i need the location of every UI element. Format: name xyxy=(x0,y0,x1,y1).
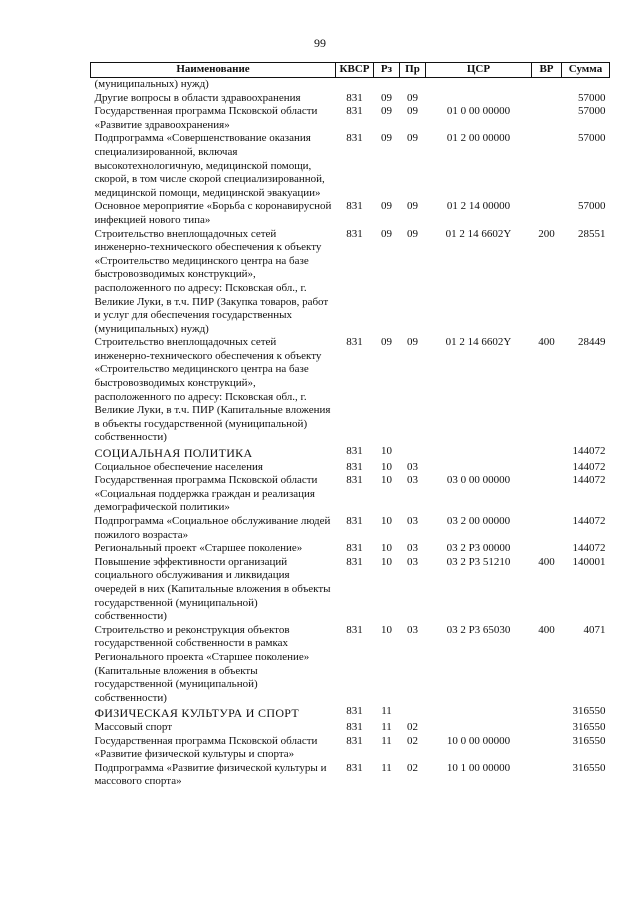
table-row xyxy=(91,515,610,542)
row-vr xyxy=(532,515,562,542)
row-sum: 144072 xyxy=(572,445,606,458)
header-csr: ЦСР xyxy=(426,63,532,78)
row-sum: 144072 xyxy=(572,474,606,487)
table-row xyxy=(91,336,610,445)
row-sum: 316550 xyxy=(572,720,606,733)
row-csr xyxy=(426,92,532,106)
row-vr: 200 xyxy=(538,227,555,240)
row-pr: 03 xyxy=(407,460,418,473)
row-csr xyxy=(426,78,532,92)
table-row xyxy=(91,445,610,461)
row-vr xyxy=(532,461,562,475)
table-row xyxy=(91,461,610,475)
table-row xyxy=(91,105,610,132)
row-rz: 11 xyxy=(381,705,392,718)
row-kvsr: 831 xyxy=(346,623,363,636)
row-kvsr: 831 xyxy=(346,720,363,733)
row-name: Другие вопросы в области здравоохранения xyxy=(94,91,301,104)
row-kvsr: 831 xyxy=(346,542,363,555)
row-sum: 4071 xyxy=(583,623,606,636)
table-row xyxy=(91,624,610,706)
row-sum: 316550 xyxy=(572,761,606,774)
table-row xyxy=(91,705,610,721)
row-name: Социальное обеспечение населения xyxy=(94,460,263,473)
row-vr: 400 xyxy=(538,336,555,349)
row-sum: 57000 xyxy=(578,105,606,118)
row-name: Подпрограмма «Развитие физической культуры и массового спорта» xyxy=(94,761,327,788)
row-kvsr: 831 xyxy=(346,761,363,774)
row-csr: 03 2 P3 65030 xyxy=(446,623,511,636)
row-pr: 03 xyxy=(407,515,418,527)
row-pr xyxy=(400,445,426,461)
row-rz: 09 xyxy=(381,105,392,118)
row-rz: 09 xyxy=(381,227,392,240)
row-rz: 10 xyxy=(381,460,392,473)
row-rz: 09 xyxy=(381,132,392,145)
row-kvsr: 831 xyxy=(346,105,363,118)
row-csr: 03 2 P3 51210 xyxy=(446,555,511,568)
header-sum: Сумма xyxy=(562,63,610,78)
row-vr xyxy=(532,78,562,92)
row-rz: 10 xyxy=(381,445,392,458)
row-kvsr: 831 xyxy=(346,200,363,213)
row-csr: 01 2 00 00000 xyxy=(446,132,511,145)
row-pr: 03 xyxy=(407,623,418,636)
row-csr: 10 0 00 00000 xyxy=(446,734,511,747)
row-name: ФИЗИЧЕСКАЯ КУЛЬТУРА И СПОРТ xyxy=(94,706,300,721)
row-sum: 140001 xyxy=(572,555,606,568)
row-pr: 03 xyxy=(407,555,418,568)
row-csr: 03 2 00 00000 xyxy=(446,515,511,527)
row-rz xyxy=(374,78,400,92)
row-name: СОЦИАЛЬНАЯ ПОЛИТИКА xyxy=(94,446,253,461)
table-row xyxy=(91,92,610,106)
row-csr xyxy=(426,721,532,735)
row-pr: 02 xyxy=(407,761,418,774)
row-vr xyxy=(532,105,562,132)
row-pr: 03 xyxy=(407,474,418,487)
row-rz: 10 xyxy=(381,474,392,487)
row-name: Подпрограмма «Совершенствование оказания специализированной, включая высокотехнологичную, медицинской помощи, скорой, в том числе скорой специализированной, медицинской помощи, медицинской эвакуации» xyxy=(94,132,325,199)
row-kvsr: 831 xyxy=(346,474,363,487)
row-name: Государственная программа Псковской области «Развитие здравоохранения» xyxy=(94,105,318,131)
row-pr: 09 xyxy=(407,200,418,213)
row-kvsr: 831 xyxy=(346,555,363,568)
row-rz: 10 xyxy=(381,515,392,527)
row-name: Строительство и реконструкция объектов государственной собственности в рамках Регионального проекта «Старшее поколение» (Капитальные вложения в объекты государственной (муниципальной) собственности) xyxy=(94,623,310,704)
row-sum: 57000 xyxy=(578,91,606,104)
row-csr: 01 2 14 6602Y xyxy=(445,227,512,240)
row-name: Массовый спорт xyxy=(94,720,173,733)
header-rz: Рз xyxy=(374,63,400,78)
row-vr: 400 xyxy=(538,555,555,568)
row-rz: 10 xyxy=(381,555,392,568)
row-kvsr: 831 xyxy=(346,91,363,104)
row-sum: 316550 xyxy=(572,734,606,747)
row-kvsr: 831 xyxy=(346,445,363,458)
table-row xyxy=(91,78,610,92)
table-row xyxy=(91,542,610,556)
row-vr xyxy=(532,735,562,762)
row-pr: 09 xyxy=(407,227,418,240)
row-vr xyxy=(532,705,562,721)
row-sum: 144072 xyxy=(572,460,606,473)
header-name: Наименование xyxy=(91,63,336,78)
row-csr: 03 2 P3 00000 xyxy=(446,542,511,555)
row-vr xyxy=(532,445,562,461)
header-pr: Пр xyxy=(400,63,426,78)
row-pr: 09 xyxy=(407,336,418,349)
table-row xyxy=(91,132,610,200)
row-name: Повышение эффективности организаций социального обслуживания и ликвидация очередей в них (Капитальные вложения в объекты государственной (муниципальной) собственности) xyxy=(94,555,331,623)
row-pr: 03 xyxy=(407,542,418,555)
row-kvsr: 831 xyxy=(346,705,363,718)
row-rz: 11 xyxy=(381,734,392,747)
row-pr xyxy=(400,78,426,92)
row-name: Государственная программа Псковской области «Социальная поддержка граждан и реализация демографической политики» xyxy=(94,474,318,514)
header-kvsr: КВСР xyxy=(336,63,374,78)
row-sum xyxy=(562,78,610,92)
row-csr: 10 1 00 00000 xyxy=(446,761,511,774)
row-sum: 57000 xyxy=(578,200,606,213)
table-row xyxy=(91,556,610,624)
row-kvsr xyxy=(336,78,374,92)
row-name: Строительство внеплощадочных сетей инженерно-технического обеспечения к объекту «Строительство медицинского центра на базе быстровозводимых конструкций», расположенного по адресу: Псковская обл., г. Великие Луки, в т.ч. ПИР (Капитальные вложения в объекты государственной (муниципальной) собственности) xyxy=(94,336,331,444)
row-kvsr: 831 xyxy=(346,132,363,145)
row-sum: 144072 xyxy=(572,542,606,555)
row-vr xyxy=(532,762,562,789)
row-name: Основное мероприятие «Борьба с коронавирусной инфекцией нового типа» xyxy=(94,200,332,226)
row-csr xyxy=(426,445,532,461)
row-sum: 28551 xyxy=(578,227,606,240)
row-kvsr: 831 xyxy=(346,515,363,527)
row-name: Строительство внеплощадочных сетей инженерно-технического обеспечения к объекту «Строительство медицинского центра на базе быстровозводимых конструкций», расположенного по адресу: Псковская обл., г. Великие Луки, в т.ч. ПИР (Закупка товаров, работ и услуг для обеспечения государственных (муниципальных) нужд) xyxy=(94,227,329,335)
table-header-row xyxy=(91,63,610,78)
row-pr xyxy=(400,705,426,721)
table-row xyxy=(91,474,610,515)
row-vr: 400 xyxy=(538,623,555,636)
row-pr: 02 xyxy=(407,720,418,733)
row-rz: 11 xyxy=(381,720,392,733)
row-pr: 09 xyxy=(407,91,418,104)
row-name: Подпрограмма «Социальное обслуживание людей пожилого возраста» xyxy=(94,515,331,541)
header-vr: ВР xyxy=(532,63,562,78)
row-pr: 09 xyxy=(407,105,418,118)
row-rz: 10 xyxy=(381,542,392,555)
row-csr: 03 0 00 00000 xyxy=(446,474,511,487)
row-sum: 57000 xyxy=(578,132,606,145)
row-rz: 09 xyxy=(381,200,392,213)
row-sum: 28449 xyxy=(578,336,606,349)
row-csr: 01 2 14 00000 xyxy=(446,200,511,213)
row-kvsr: 831 xyxy=(346,336,363,349)
row-csr xyxy=(426,461,532,475)
table-row xyxy=(91,228,610,337)
table-row xyxy=(91,721,610,735)
row-kvsr: 831 xyxy=(346,227,363,240)
row-rz: 09 xyxy=(381,91,392,104)
row-csr: 01 2 14 6602Y xyxy=(445,336,512,349)
row-csr: 01 0 00 00000 xyxy=(446,105,511,118)
row-vr xyxy=(532,721,562,735)
row-csr xyxy=(426,705,532,721)
row-pr: 02 xyxy=(407,734,418,747)
row-name: Региональный проект «Старшее поколение» xyxy=(94,542,303,555)
row-name: Государственная программа Псковской области «Развитие физической культуры и спорта» xyxy=(94,734,318,761)
row-sum: 144072 xyxy=(572,515,606,527)
table-row xyxy=(91,200,610,227)
row-kvsr: 831 xyxy=(346,460,363,473)
table-row xyxy=(91,735,610,762)
row-pr: 09 xyxy=(407,132,418,145)
row-vr xyxy=(532,474,562,515)
page-number: 99 xyxy=(314,36,326,50)
row-rz: 10 xyxy=(381,623,392,636)
row-vr xyxy=(532,92,562,106)
row-rz: 11 xyxy=(381,761,392,774)
row-kvsr: 831 xyxy=(346,734,363,747)
row-vr xyxy=(532,132,562,200)
row-name: (муниципальных) нужд) xyxy=(94,78,209,90)
table-row xyxy=(91,762,610,789)
budget-table xyxy=(90,62,610,789)
row-vr xyxy=(532,200,562,227)
row-vr xyxy=(532,542,562,556)
row-rz: 09 xyxy=(381,336,392,349)
row-sum: 316550 xyxy=(572,705,606,718)
